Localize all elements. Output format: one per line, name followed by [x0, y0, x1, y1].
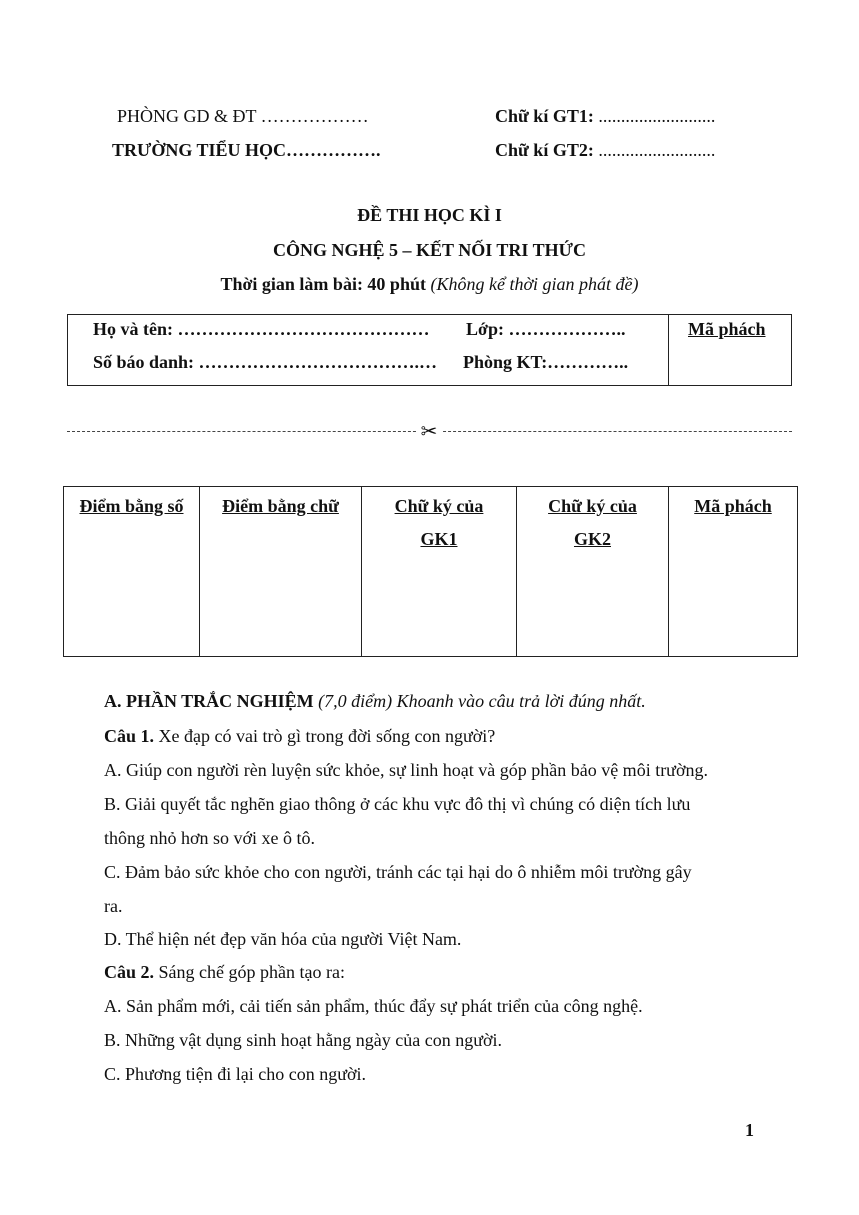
grader1-label: GK1	[420, 529, 458, 549]
question-1-option-c[interactable]: C. Đảm bảo sức khỏe cho con người, tránh các tại hại do ô nhiễm môi trường gây	[104, 862, 692, 882]
student-class-field[interactable]: Lớp: ………………..	[466, 319, 626, 339]
student-info-box	[67, 314, 792, 386]
student-name-field[interactable]: Họ và tên: ……………………………………	[93, 319, 430, 339]
section-a-title	[104, 691, 646, 712]
question-1-option-a[interactable]: A. Giúp con người rèn luyện sức khỏe, sự linh hoạt và góp phần bảo vệ môi trường.	[104, 760, 708, 780]
question-1-label: Câu 1.	[104, 726, 155, 746]
question-2-option-b[interactable]: B. Những vật dụng sinh hoạt hằng ngày của con người.	[104, 1030, 502, 1050]
question-1-option-d[interactable]: D. Thể hiện nét đẹp văn hóa của người Việt Nam.	[104, 929, 462, 949]
question-1-option-c-cont[interactable]: ra.	[104, 896, 123, 916]
grader2-signature-header: Chữ ký của	[548, 496, 637, 516]
proctor-signature-1-label: Chữ kí GT1:	[495, 106, 594, 126]
question-2-text: Sáng chế góp phần tạo ra:	[154, 962, 345, 982]
question-1-option-b[interactable]: B. Giải quyết tắc nghẽn giao thông ở các khu vực đô thị vì chúng có diện tích lưu	[104, 794, 691, 814]
grader2-signature-cell[interactable]	[517, 487, 669, 657]
school-label: TRƯỜNG TIỂU HỌC…………….	[112, 140, 381, 160]
score-number-cell[interactable]	[64, 487, 200, 657]
score-words-header: Điểm bằng chữ	[222, 496, 339, 516]
score-number-header: Điểm bằng số	[79, 496, 184, 516]
proctor-signature-1-dots: ..........................	[593, 106, 716, 126]
proctor-signature-2	[495, 140, 715, 161]
proctor-signature-1	[495, 106, 715, 127]
exam-subject: CÔNG NGHỆ 5 – KẾT NỐI TRI THỨC	[273, 240, 586, 260]
question-2-option-c[interactable]: C. Phương tiện đi lại cho con người.	[104, 1064, 367, 1084]
question-1-option-b-cont[interactable]: thông nhỏ hơn so với xe ô tô.	[104, 828, 316, 848]
exam-room-field[interactable]: Phòng KT:…………..	[463, 352, 629, 372]
grader2-label: GK2	[573, 529, 611, 549]
score-words-cell[interactable]	[200, 487, 362, 657]
secret-code-label: Mã phách	[688, 319, 766, 339]
question-2-option-a[interactable]: A. Sản phẩm mới, cải tiến sản phẩm, thúc đẩy sự phát triển của công nghệ.	[104, 996, 643, 1016]
grader1-signature-cell[interactable]	[362, 487, 517, 657]
proctor-signature-2-dots: ..........................	[593, 140, 716, 160]
exam-time-label: Thời gian làm bài: 40 phút	[220, 274, 431, 294]
student-id-field[interactable]: Số báo danh: ……………………………….…	[93, 352, 438, 372]
question-1-text: Xe đạp có vai trò gì trong đời sống con người?	[154, 726, 496, 746]
department-label: PHÒNG GD & ĐT ………………	[117, 106, 369, 126]
proctor-signature-2-label: Chữ kí GT2:	[495, 140, 594, 160]
question-2-label: Câu 2.	[104, 962, 155, 982]
secret-code-cell[interactable]	[669, 487, 798, 657]
question-2	[104, 962, 345, 983]
section-a-instruction: (7,0 điểm) Khoanh vào câu trả lời đúng nhất.	[318, 691, 646, 711]
exam-time-note: (Không kể thời gian phát đề)	[430, 274, 639, 294]
exam-title: ĐỀ THI HỌC KÌ I	[357, 205, 502, 225]
grading-table	[63, 486, 798, 657]
question-1	[104, 726, 495, 747]
box-divider	[668, 315, 669, 385]
section-a-heading: A. PHẦN TRẮC NGHIỆM	[104, 691, 319, 711]
secret-code-header: Mã phách	[694, 496, 772, 516]
exam-time	[0, 274, 859, 295]
page-number: 1	[745, 1120, 754, 1140]
scissors-icon: ✂	[416, 419, 442, 443]
grader1-signature-header: Chữ ký của	[394, 496, 484, 516]
